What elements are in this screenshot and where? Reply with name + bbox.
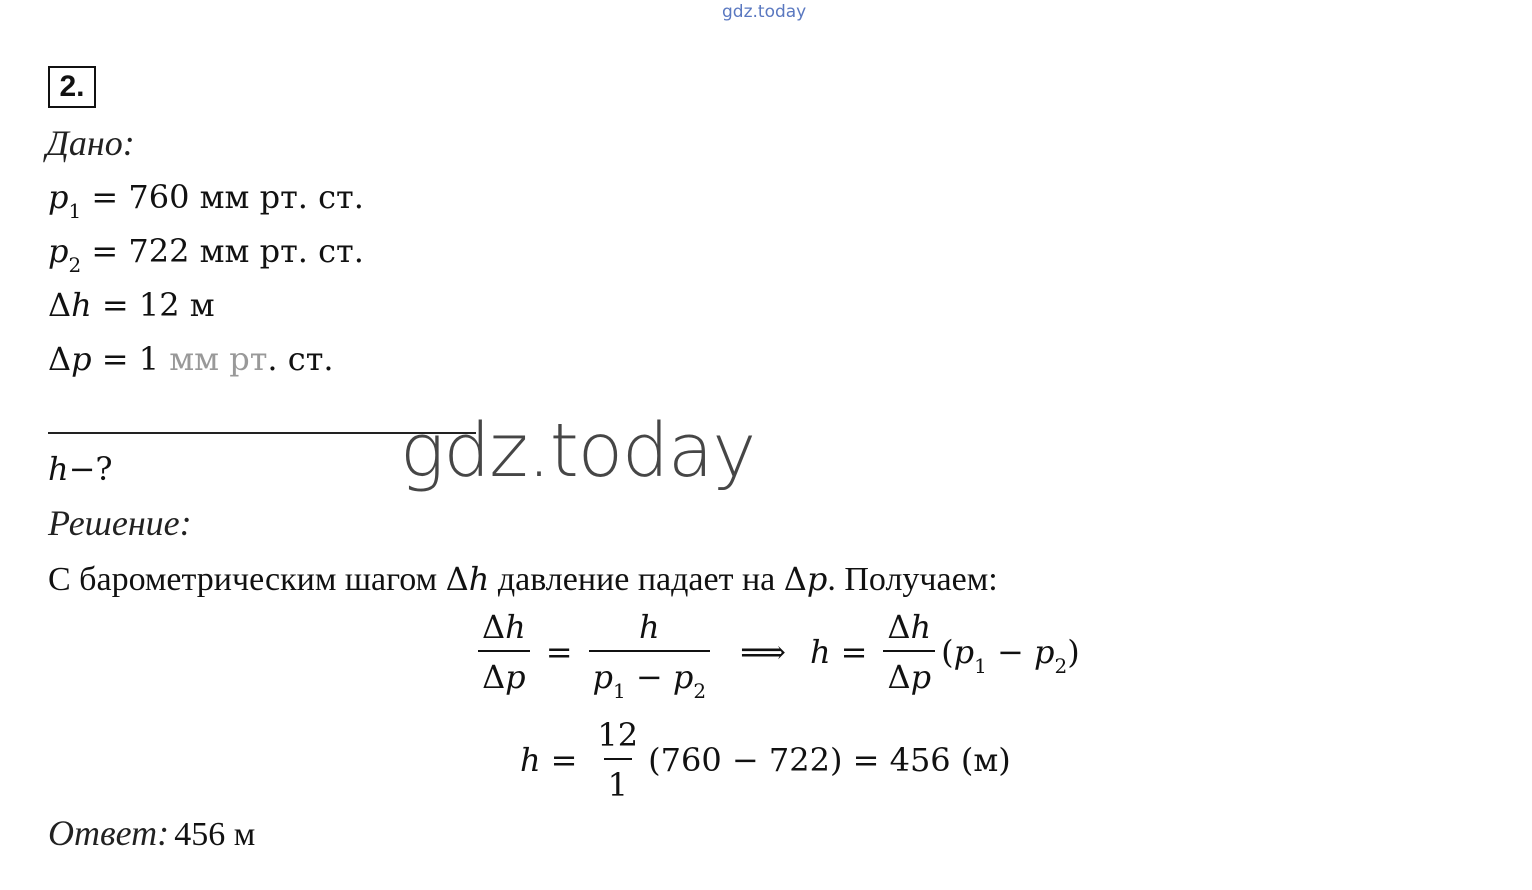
fraction-h-diff: $\frac{h}{p_1 - p_2}$ <box>589 608 711 696</box>
given-p2-value: = 722 мм рт. ст. <box>91 232 364 270</box>
find-line: h−? <box>48 450 113 488</box>
given-dp-value-c: . ст. <box>267 340 334 378</box>
solution-text-part2: давление падает на <box>497 561 776 598</box>
fraction-dh-dp-2: $\frac{\Delta h}{\Delta p}$ <box>883 608 935 696</box>
watermark-big: gdz.today <box>400 408 756 494</box>
formula-2: h = $\frac{12}{1}$ (760 − 722) = 456 (м) <box>520 716 1011 804</box>
fraction-numerator: 12 <box>597 716 639 754</box>
given-dp-value-b: мм рт <box>169 340 268 378</box>
answer-label: Ответ: <box>48 813 170 853</box>
given-dh: Δh = 12 м <box>48 286 215 324</box>
find-text: −? <box>68 450 113 488</box>
answer-value: 456 м <box>174 816 256 853</box>
given-dp-value-a: = 1 <box>101 340 160 378</box>
given-dh-value: = 12 м <box>101 286 215 324</box>
fraction-denominator: 1 <box>604 758 632 804</box>
given-label: Дано: <box>46 123 135 163</box>
fraction-12-1 <box>593 716 642 804</box>
formula-2-rest: (760 − 722) = 456 (м) <box>648 741 1011 779</box>
given-p1: $p_1 = 760$ мм рт. ст. <box>48 178 364 223</box>
formula-1: $\frac{\Delta h}{\Delta p}$ = $\frac{h}{p_1 - p_2}$ ⟹ h = $\frac{\Delta h}{\Delta p}$ $(p_1 - p_2)$ <box>472 608 1080 696</box>
solution-text-part1: С барометрическим шагом <box>48 561 438 598</box>
problem-number: 2. <box>48 66 96 108</box>
given-p2: $p_2 = 722$ мм рт. ст. <box>48 232 364 277</box>
given-dp: Δp = 1 мм рт. ст. <box>48 340 334 378</box>
watermark-top: gdz.today <box>722 2 807 22</box>
solution-text-part3: . Получаем: <box>827 561 998 598</box>
fraction-dh-dp: $\frac{\Delta h}{\Delta p}$ <box>478 608 530 696</box>
solution-label: Решение: <box>48 503 192 543</box>
answer-line <box>48 812 255 854</box>
solution-text: С барометрическим шагом Δh давление падает на Δp. Получаем: <box>48 560 998 598</box>
given-p1-value: = 760 мм рт. ст. <box>91 178 364 216</box>
